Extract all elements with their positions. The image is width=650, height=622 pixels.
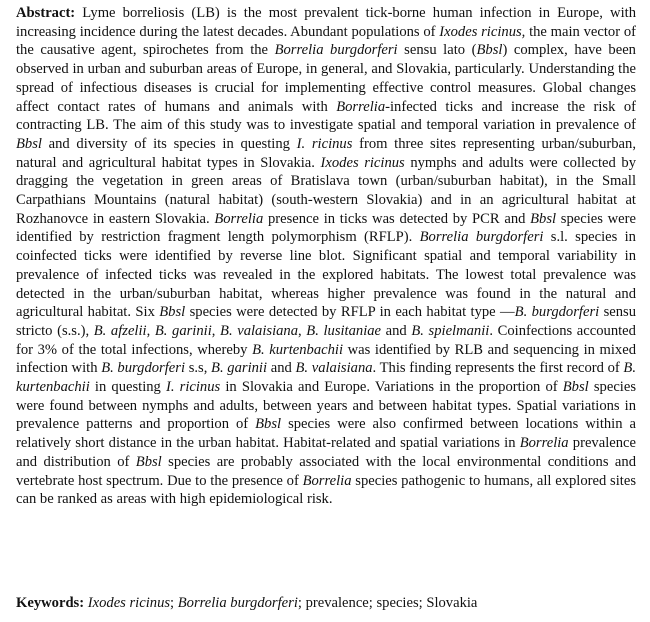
text-run: ; prevalence; species; Slovakia [297, 595, 478, 611]
text-run: ; [170, 595, 178, 611]
abstract-label: Abstract: [16, 5, 76, 21]
italic-term: Borrelia [519, 435, 569, 452]
keywords-line [16, 594, 477, 613]
italic-term: Borrelia [302, 472, 352, 489]
italic-term: Bbsl [530, 210, 557, 227]
text-run: . Coinfections accounted for 3% of the total infections, whereby [16, 322, 636, 358]
italic-term: Bbsl [476, 42, 503, 59]
italic-term: Ixodes ricinus [320, 154, 405, 171]
italic-term: Bbsl [562, 379, 589, 396]
text-run: from three sites representing urban/suburban, natural and agricultural habitat types in Slovakia. [16, 135, 636, 171]
italic-term: B. kurtenbachii [252, 341, 344, 358]
italic-term: Bbsl [159, 304, 186, 321]
italic-term: Borrelia [214, 210, 264, 227]
italic-term: Borrelia burgdorferi [274, 42, 398, 59]
text-run: , [298, 322, 307, 339]
text-run: species were found between nymphs and adults, between years and between habitat types. Spatial variations in prevalence patterns and proportion of [16, 379, 637, 433]
italic-term: B. garinii [211, 360, 268, 377]
italic-term: B. burgdorferi [101, 360, 186, 377]
text-run: and [267, 360, 296, 377]
italic-term: I. ricinus [166, 379, 221, 396]
italic-term: Bbsl [16, 135, 42, 152]
text-run: Lyme borreliosis (LB) is the most prevalent tick-borne human infection in Europe, with increasing incidence during the latest decades. Abundant populations of [16, 5, 636, 40]
italic-term: B. lusitaniae [306, 322, 382, 339]
text-run: the main vector of the causative agent, spirochetes from the [16, 23, 636, 59]
text-run: prevalence and distribution of [16, 435, 636, 470]
italic-term: B. kurtenbachii [16, 360, 636, 396]
italic-term: Bbsl [255, 416, 282, 433]
italic-term: Borrelia [336, 98, 386, 115]
italic-term: B. afzelii [93, 322, 147, 339]
italic-term: B. garinii [154, 322, 212, 339]
text-run: -infected ticks and increase the risk of contracting LB. The aim of this study was to investigate spatial and temporal variation in prevalence of [16, 98, 636, 134]
italic-term: Borrelia burgdorferi [419, 229, 544, 246]
text-run: species are probably associated with the local environmental conditions and vertebrate host spectrum. Due to the presence of [16, 453, 636, 489]
text-run: sensu lato ( [397, 42, 477, 59]
text-run: nymphs and adults were collected by dragging the vegetation in green areas of Bratislava town (urban/suburban habitat), in the Small Carpathians Mountains (natural habitat) (south-western Slovakia) and in an agricultural habitat at Rozhanovce in eastern Slovakia. [16, 154, 637, 227]
italic-term: Borrelia burgdorferi [177, 595, 298, 611]
italic-term: Ixodes ricinus, [439, 23, 526, 40]
italic-term: B. burgdorferi [514, 304, 600, 321]
italic-term: B. valaisiana [295, 360, 373, 377]
text-run: ) complex, have been observed in urban and suburban areas of Europe, in general, and Slovakia, particularly. Understanding the spread of infectious diseases is crucial for implementing effective control measures. Global changes affect contact rates of humans and animals with [16, 42, 636, 115]
abstract-paragraph [16, 4, 636, 509]
abstract-text [16, 5, 636, 507]
text-run: in Slovakia and Europe. Variations in the proportion of [220, 379, 563, 396]
italic-term: Bbsl [135, 453, 162, 470]
text-run: . This finding represents the first record of [372, 360, 624, 377]
text-run: species pathogenic to humans, all explored sites can be ranked as areas with high epidemiological risk. [16, 472, 636, 508]
italic-term: B. spielmanii [411, 322, 490, 339]
text-run: presence in ticks was detected by PCR and [263, 210, 531, 227]
text-run: and [381, 322, 412, 339]
text-run: , [211, 322, 221, 339]
text-run: species were detected by RFLP in each habitat type — [185, 304, 515, 321]
text-run: s.s, [185, 360, 212, 377]
text-run: and diversity of its species in questing [41, 135, 297, 152]
article-abstract-block [16, 4, 637, 611]
keywords-text [84, 595, 477, 611]
text-run: was identified by RLB and sequencing in mixed infection with [16, 341, 636, 377]
text-run: , [146, 322, 155, 339]
text-run: sensu stricto (s.s.), [16, 304, 637, 339]
text-run: species were also confirmed between locations within a relatively short distance in the urban habitat. Habitat-related and spatial variations in [16, 416, 636, 452]
keywords-label: Keywords: [16, 595, 85, 611]
italic-term: Ixodes ricinus [87, 595, 171, 611]
italic-term: B. valaisiana [220, 322, 299, 339]
text-run: s.l. species in coinfected ticks were identified by reverse line blot. Significant spatial and temporal variability in prevalence of infected ticks was revealed in the explored habitats. The lowest total prevalence was detected in the urban/suburban habitat, whereas higher prevalence was found in the natural and agricultural habitat. Six [16, 229, 636, 321]
italic-term: I. ricinus [296, 135, 353, 152]
text-run: species were identified by restriction fragment length polymorphism (RFLP). [16, 210, 636, 246]
text-run: in questing [89, 379, 166, 396]
